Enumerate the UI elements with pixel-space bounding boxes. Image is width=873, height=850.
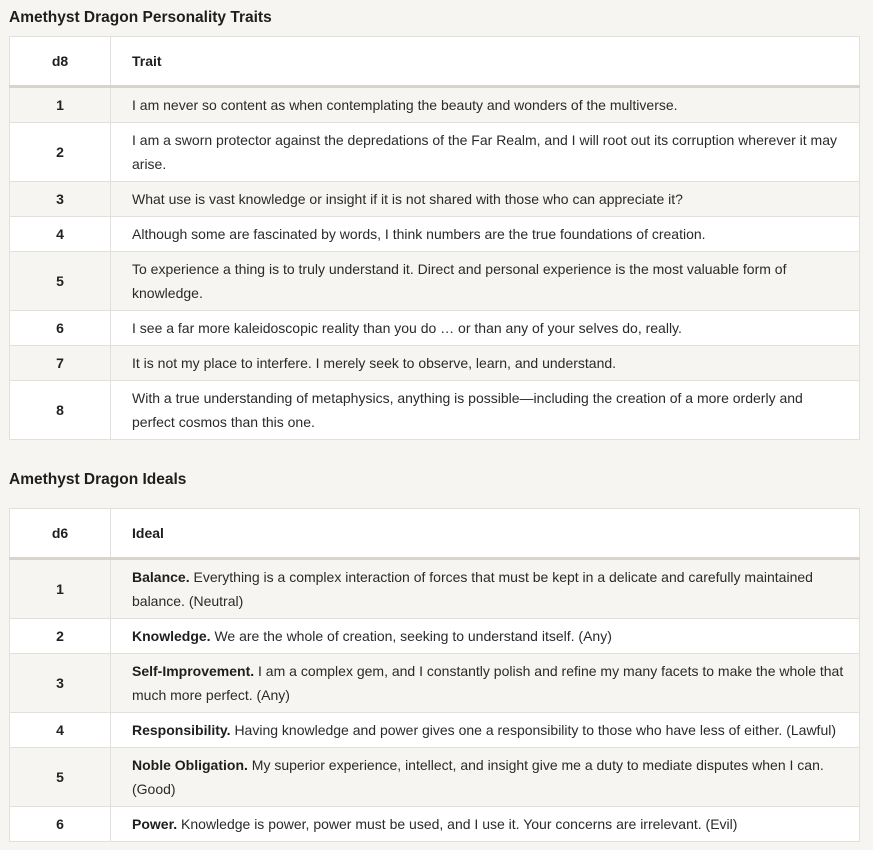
ideal-text: Having knowledge and power gives one a responsibility to those who have less of either. (Lawful) (234, 722, 837, 738)
ideal-name: Balance. (132, 569, 190, 585)
ideals-table (9, 508, 860, 842)
ideal-cell (111, 713, 860, 748)
ideal-name: Self-Improvement. (132, 663, 255, 679)
table-row (10, 559, 860, 619)
table-row (10, 346, 860, 381)
ideal-name: Noble Obligation. (132, 757, 248, 773)
trait-cell: I am never so content as when contemplating the beauty and wonders of the multiverse. (111, 87, 860, 123)
ideal-name: Power. (132, 816, 178, 832)
roll-cell: 6 (10, 807, 111, 842)
ideal-text: We are the whole of creation, seeking to understand itself. (Any) (214, 628, 612, 644)
ideal-text: I am a complex gem, and I constantly polish and refine my many facets to make the whole that much more perfect. (Any) (132, 663, 844, 703)
table-row (10, 713, 860, 748)
traits-title: Amethyst Dragon Personality Traits (9, 9, 272, 26)
table-row (10, 311, 860, 346)
trait-cell: It is not my place to interfere. I merely seek to observe, learn, and understand. (111, 346, 860, 381)
table-row (10, 182, 860, 217)
roll-cell: 3 (10, 182, 111, 217)
roll-cell: 7 (10, 346, 111, 381)
ideal-cell (111, 619, 860, 654)
table-row (10, 217, 860, 252)
roll-cell: 5 (10, 748, 111, 807)
ideal-cell (111, 748, 860, 807)
table-row (10, 807, 860, 842)
roll-cell: 5 (10, 252, 111, 311)
table-row (10, 381, 860, 440)
roll-cell: 2 (10, 619, 111, 654)
traits-table (9, 36, 860, 440)
ideals-header-die: d6 (10, 509, 111, 559)
table-row (10, 654, 860, 713)
table-row (10, 87, 860, 123)
trait-cell: With a true understanding of metaphysics, anything is possible—including the creation of a more orderly and perfect cosmos than this one. (111, 381, 860, 440)
roll-cell: 6 (10, 311, 111, 346)
trait-cell: I am a sworn protector against the depredations of the Far Realm, and I will root out its corruption wherever it may arise. (111, 123, 860, 182)
ideal-text: Knowledge is power, power must be used, and I use it. Your concerns are irrelevant. (Evil) (181, 816, 738, 832)
roll-cell: 2 (10, 123, 111, 182)
ideals-title: Amethyst Dragon Ideals (9, 471, 187, 488)
roll-cell: 4 (10, 217, 111, 252)
trait-cell: What use is vast knowledge or insight if it is not shared with those who can appreciate it? (111, 182, 860, 217)
ideal-name: Knowledge. (132, 628, 211, 644)
table-row (10, 619, 860, 654)
roll-cell: 4 (10, 713, 111, 748)
trait-cell: I see a far more kaleidoscopic reality than you do … or than any of your selves do, really. (111, 311, 860, 346)
trait-cell: Although some are fascinated by words, I think numbers are the true foundations of creation. (111, 217, 860, 252)
ideal-cell (111, 654, 860, 713)
ideal-cell (111, 559, 860, 619)
roll-cell: 1 (10, 559, 111, 619)
ideal-cell (111, 807, 860, 842)
roll-cell: 3 (10, 654, 111, 713)
roll-cell: 1 (10, 87, 111, 123)
ideals-header-text: Ideal (111, 509, 860, 559)
ideals-header-row (10, 509, 860, 559)
traits-header-row (10, 37, 860, 87)
table-row (10, 123, 860, 182)
roll-cell: 8 (10, 381, 111, 440)
traits-header-die: d8 (10, 37, 111, 87)
ideal-text: Everything is a complex interaction of forces that must be kept in a delicate and carefully maintained balance. (Neutral) (132, 569, 813, 609)
ideal-text: My superior experience, intellect, and insight give me a duty to mediate disputes when I can. (Good) (132, 757, 824, 797)
traits-header-text: Trait (111, 37, 860, 87)
table-row (10, 252, 860, 311)
ideal-name: Responsibility. (132, 722, 231, 738)
table-row (10, 748, 860, 807)
trait-cell: To experience a thing is to truly understand it. Direct and personal experience is the most valuable form of knowledge. (111, 252, 860, 311)
